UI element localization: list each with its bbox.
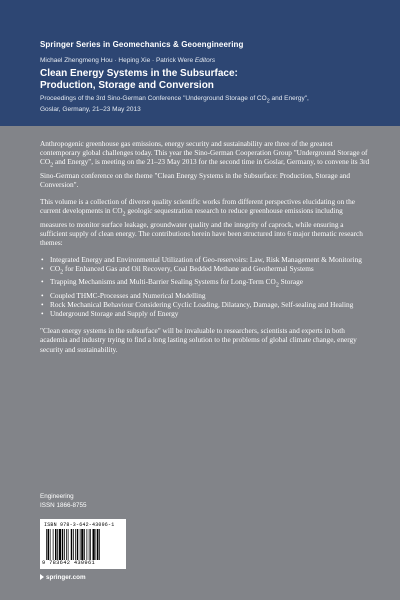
barcode-bar xyxy=(73,529,74,560)
theme2-prefix: CO xyxy=(50,263,61,273)
barcode-bar xyxy=(57,529,58,560)
para1-text-b: and Energy", is meeting on the 21–23 May 2013 for the second time in Goslar, Germany, to convene its 3rd Sino-German conference on the theme "Clean Energy Systems in the Subsurface: Production, Storage and Conversion". xyxy=(40,157,370,189)
title-line-2: Production, Storage and Conversion xyxy=(40,80,214,91)
barcode-bar xyxy=(64,529,65,560)
series-title: Springer Series in Geomechanics & Geoengineering xyxy=(40,40,244,49)
barcode-bar xyxy=(99,529,100,560)
catalog-info xyxy=(40,493,87,510)
proceedings-subscript: 2 xyxy=(266,98,270,105)
proceedings-note xyxy=(40,95,380,114)
editors-label: Editors xyxy=(193,57,216,64)
barcode-digits: 9 783642 430961 xyxy=(42,560,96,566)
theme-item xyxy=(40,277,370,291)
theme-item: • Coupled THMC-Processes and Numerical Modelling xyxy=(40,291,370,300)
barcode-bar xyxy=(48,529,50,560)
title-line-1: Clean Energy Systems in the Subsurface: xyxy=(40,68,238,79)
barcode-bar xyxy=(87,529,88,560)
theme2-subscript: 2 xyxy=(60,269,64,276)
barcode-bar xyxy=(89,529,90,560)
barcode-bar xyxy=(93,529,95,560)
barcode-bar xyxy=(53,529,54,560)
barcode-bar xyxy=(81,529,83,560)
barcode-bar xyxy=(90,529,91,560)
paragraph-2 xyxy=(40,197,370,247)
arrow-icon xyxy=(40,574,44,580)
editors-line xyxy=(40,57,215,64)
themes-list xyxy=(40,255,370,318)
para2-text-a: This volume is a collection of diverse quality scientific works from different perspectives elucidating on the current developments in CO xyxy=(40,196,355,216)
proceedings-text-a: Proceedings of the 3rd Sino-German Conference "Underground Storage of CO xyxy=(40,95,267,102)
para1-subscript: 2 xyxy=(50,162,54,169)
barcode-bar xyxy=(77,529,79,560)
barcode-bar xyxy=(71,529,73,560)
barcode-bar xyxy=(96,529,97,560)
website-text: springer.com xyxy=(46,574,86,581)
proceedings-line-2: Goslar, Germany, 21–23 May 2013 xyxy=(40,105,141,113)
subject-category: Engineering xyxy=(40,493,74,500)
para2-text-b: geologic sequestration research to reduce greenhouse emissions including measures to monitor surface leakage, groundwater quality and the integrity of caprock, while ensuring a sufficient supply of clean energy. The contributions herein have been structured into 6 major thematic research themes: xyxy=(40,206,363,247)
barcode-bar xyxy=(66,529,67,560)
isbn-text: ISBN 978-3-642-43096-1 xyxy=(44,522,115,528)
barcode-bar xyxy=(84,529,85,560)
theme3-suffix: Storage xyxy=(278,277,303,287)
barcode-bar xyxy=(75,529,76,560)
barcode-bar xyxy=(97,529,99,560)
issn-number: ISSN 1866-8755 xyxy=(40,501,87,509)
theme-item: • Rock Mechanical Behaviour Considering Cyclic Loading, Dilatancy, Damage, Self-sealing and Healing xyxy=(40,300,370,309)
barcode-bar xyxy=(62,529,64,560)
para2-subscript: 2 xyxy=(122,211,126,218)
theme-item xyxy=(40,264,370,278)
barcode-bar xyxy=(68,529,69,560)
editor-names: Michael Zhengmeng Hou · Heping Xie · Patrick Were xyxy=(40,57,194,64)
barcode-bar xyxy=(46,529,47,560)
barcode-bar xyxy=(59,529,61,560)
barcode-bar xyxy=(50,529,51,560)
theme3-subscript: 2 xyxy=(275,282,279,289)
blurb xyxy=(40,139,370,362)
isbn-barcode xyxy=(40,519,126,569)
paragraph-3: "Clean energy systems in the subsurface" will be invaluable to researchers, scientists and experts in both academia and industry trying to find a long lasting solution to the problems of global climate change, energy security and sustainability. xyxy=(40,326,357,354)
proceedings-line-1 xyxy=(40,95,380,106)
barcode-bar xyxy=(80,529,81,560)
para1-text-a: Anthropogenic greenhouse gas emissions, energy security and sustainability are three of the greatest contemporary global challenges today. This year the Sino-German Cooperation Group "Underground Storage of CO xyxy=(40,139,368,167)
theme-item: • Underground Storage and Supply of Energy xyxy=(40,309,370,318)
book-title xyxy=(40,68,370,92)
proceedings-text-b: and Energy", xyxy=(269,95,309,102)
theme2-text: for Enhanced Gas and Oil Recovery, Coal Bedded Methane and Geothermal Systems xyxy=(63,263,314,273)
barcode-bar xyxy=(55,529,57,560)
theme-item: • Integrated Energy and Environmental Utilization of Geo-reservoirs: Law, Risk Management & Monitoring xyxy=(40,255,370,264)
publisher-website[interactable] xyxy=(40,574,86,581)
theme3-text: Trapping Mechanisms and Multi-Barrier Sealing Systems for Long-Term CO xyxy=(50,277,276,287)
paragraph-1 xyxy=(40,139,370,189)
barcode-bars xyxy=(46,529,120,560)
